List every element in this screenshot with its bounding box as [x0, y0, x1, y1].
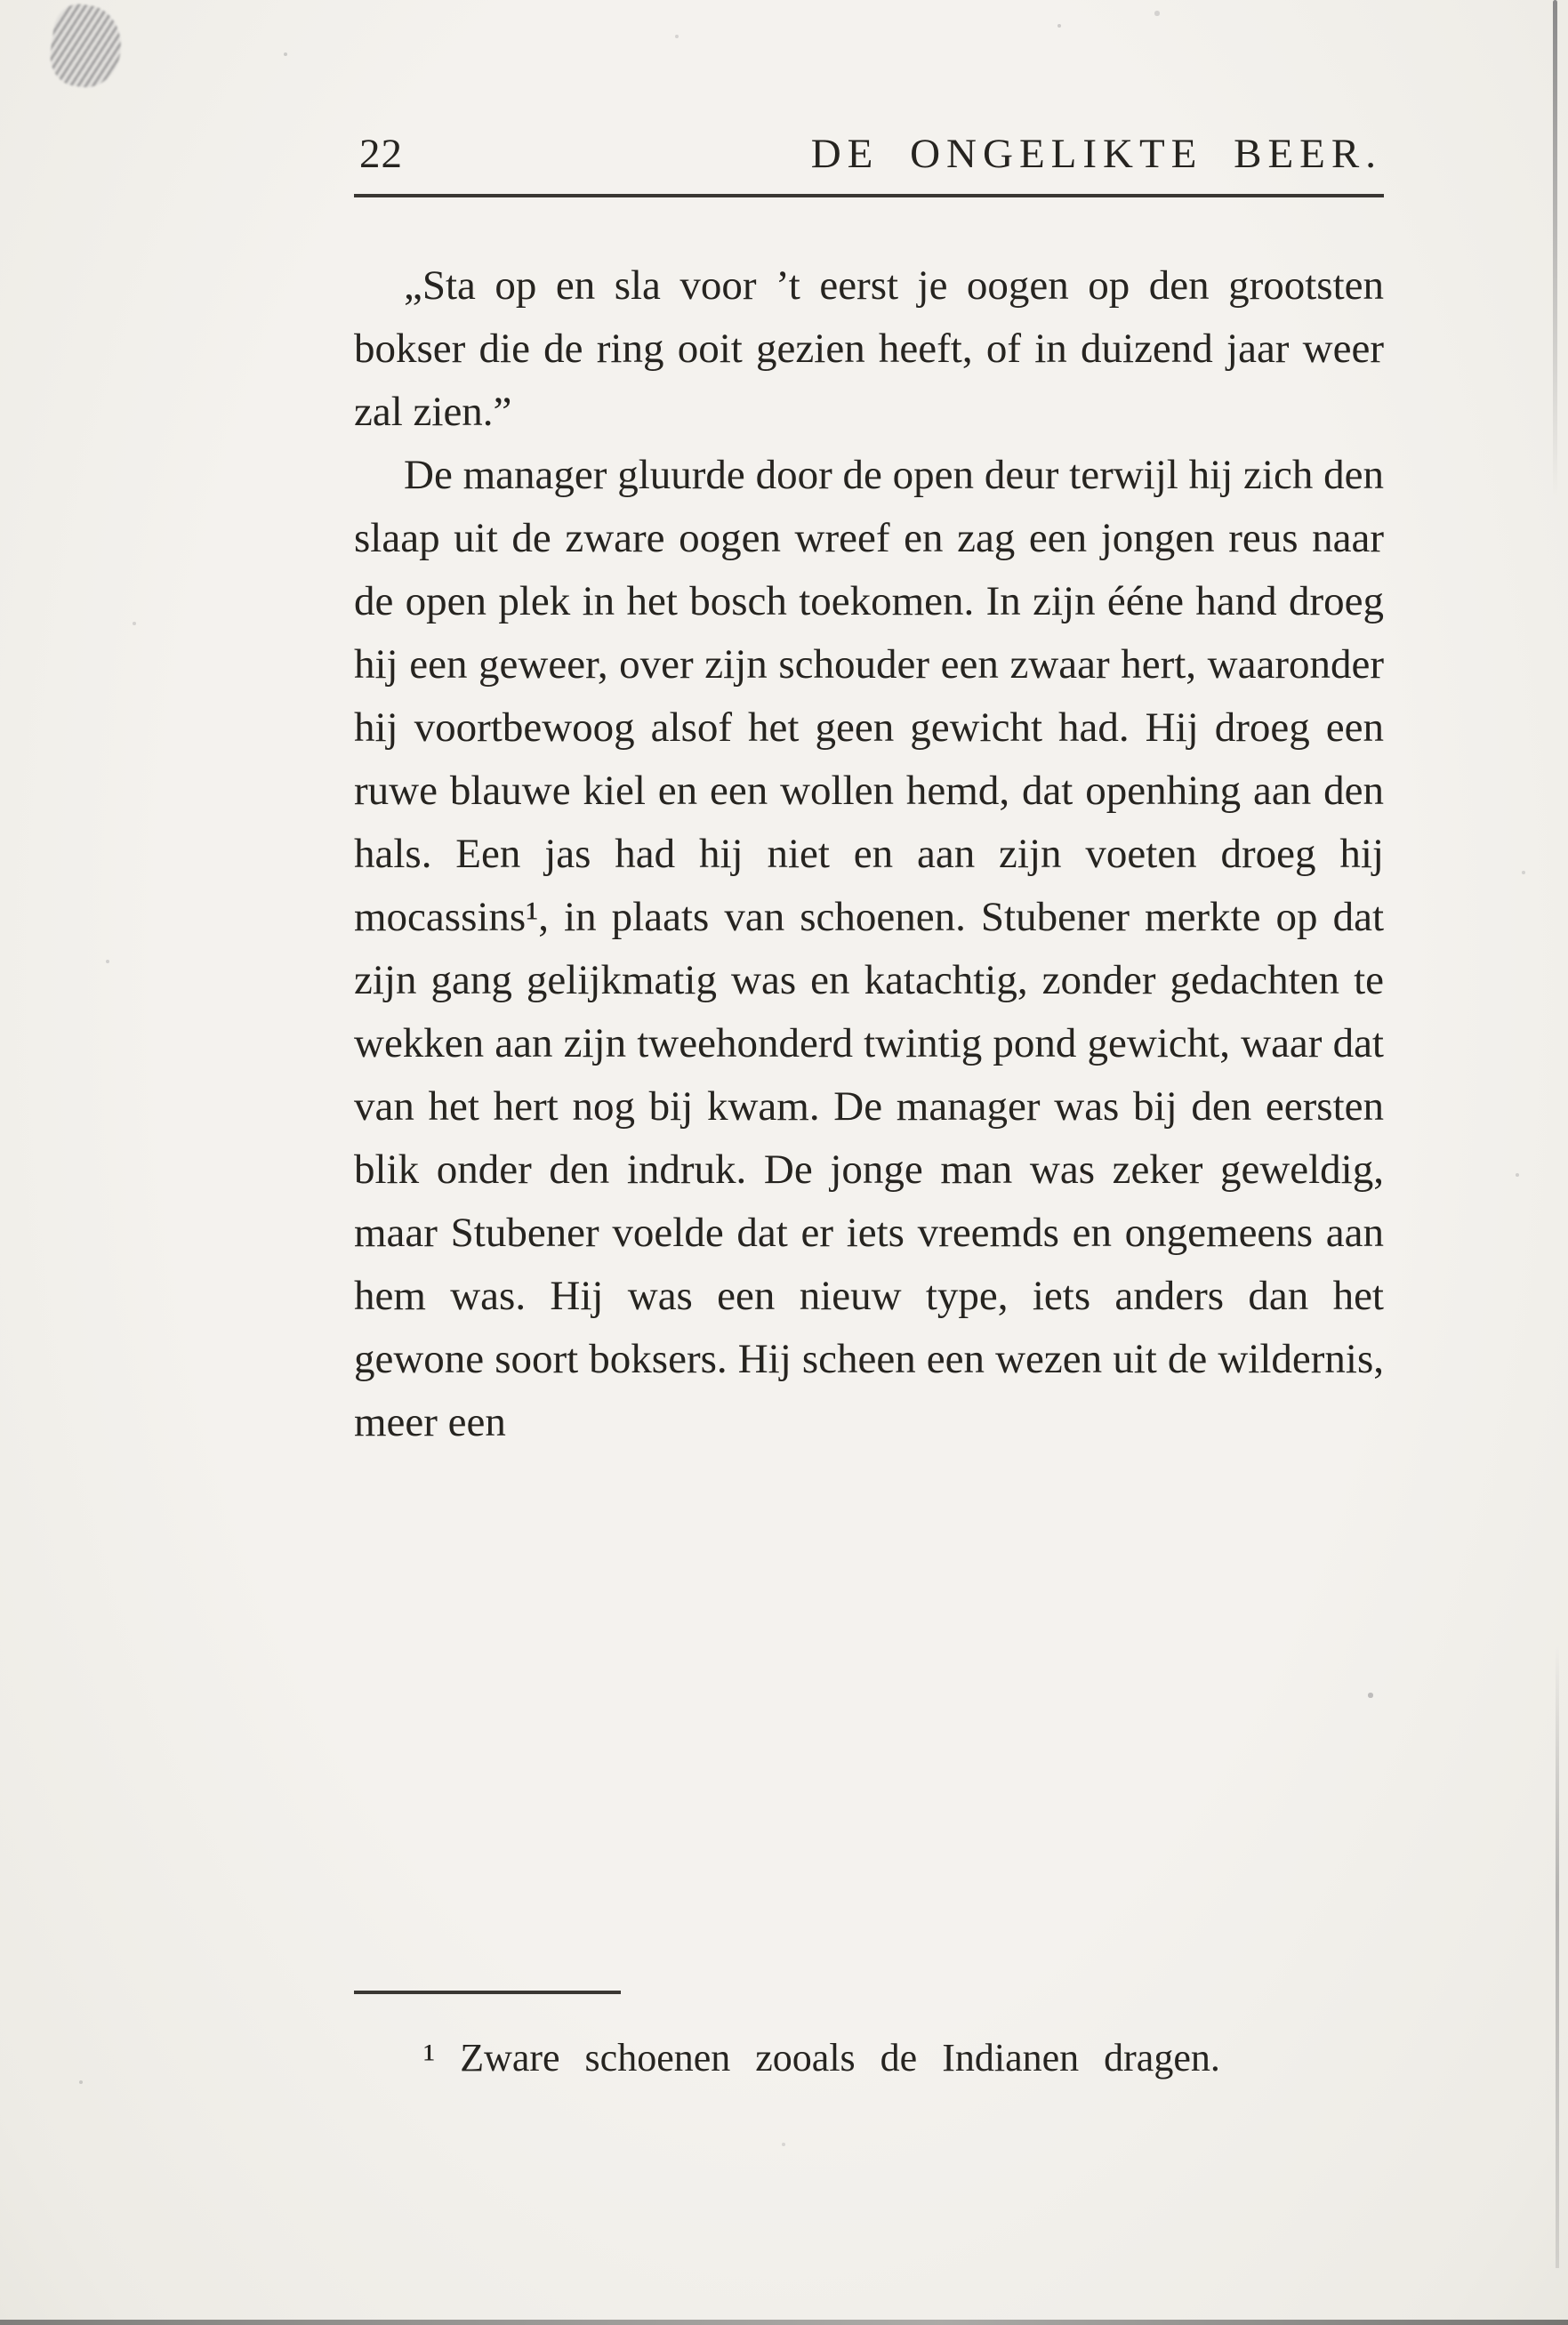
scan-edge-right-bottom — [1556, 1645, 1559, 2268]
paragraph-narrative: De manager gluurde door de open deur terwijl hij zich den slaap uit de zware oogen wreef en zag een jongen reus naar de open plek in het bosch toekomen. In zijn ééne hand droeg hij een geweer, over zijn schouder een zwaar hert, waaronder hij voortbewoog alsof het geen gewicht had. Hij droeg een ruwe blauwe kiel en een wollen hemd, dat openhing aan den hals. Een jas had hij niet en aan zijn voeten droeg hij mocassins¹, in plaats van schoenen. Stubener merkte op dat zijn gang gelijkmatig was en katachtig, zonder gedachten te wekken aan zijn tweehonderd twintig pond gewicht, waar dat van het hert nog bij kwam. De manager was bij den eersten blik onder den indruk. De jonge man was zeker geweldig, maar Stubener voelde dat er iets vreemds en ongemeens aan hem was. Hij was een nieuw type, iets anders dan het gewone soort boksers. Hij scheen een wezen uit de wildernis, meer een — [354, 452, 1384, 1445]
running-title: DE ONGELIKTE BEER. — [810, 131, 1382, 177]
text-column — [354, 130, 1384, 1454]
scan-smudge-top-left — [46, 1, 126, 92]
page-number: 22 — [359, 131, 403, 177]
scan-edge-right-top — [1553, 0, 1557, 498]
paragraph-quote: „Sta op en sla voor ’t eerst je oogen op den grootsten bokser die de ring ooit gezien heeft, of in duizend jaar weer zal zien.” — [354, 262, 1384, 435]
footnote-rule — [354, 1991, 621, 1994]
scan-edge-bottom — [0, 2320, 1568, 2325]
footnote-text: ¹ Zware schoenen zooals de Indianen dragen. — [423, 2036, 1220, 2080]
body-text — [354, 254, 1384, 1454]
scan-speckles — [0, 0, 2, 2]
page-header — [354, 130, 1384, 197]
footnote — [354, 1991, 1384, 2085]
